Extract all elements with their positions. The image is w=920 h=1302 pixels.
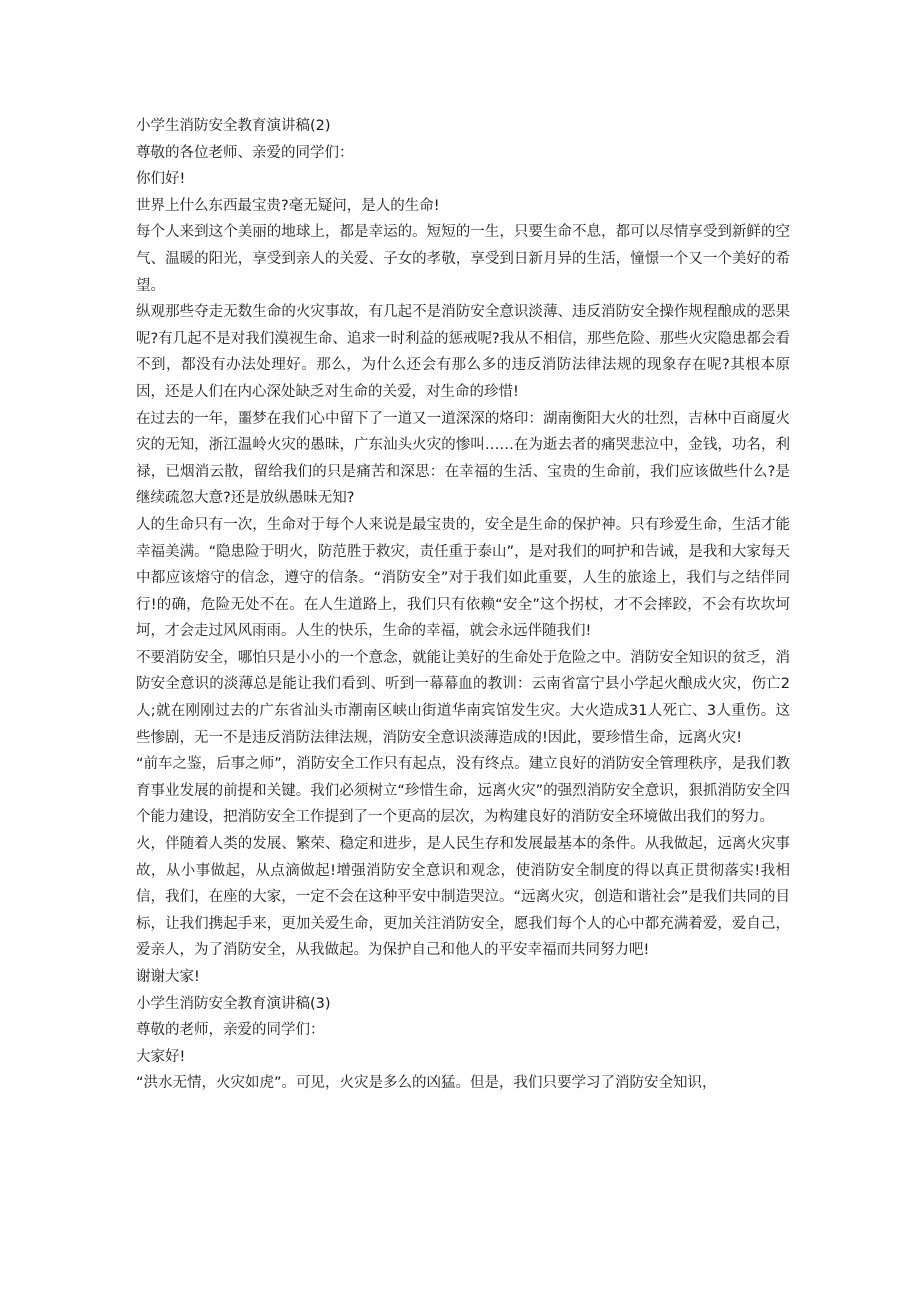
paragraph: 世界上什么东西最宝贵?毫无疑问，是人的生命! <box>136 197 440 214</box>
salutation: 尊敬的老师，亲爱的同学们： <box>136 1022 325 1039</box>
greeting: 大家好! <box>136 1048 186 1065</box>
paragraph: 火，伴随着人类的发展、繁荣、稳定和进步，是人民生存和发展最基本的条件。从我做起，远离火灾事故，从小事做起，从点滴做起!增强消防安全意识和观念，使消防安全制度的得以真正贯彻落实!我相信，我们，在座的大家，一定不会在这种平安中制造哭泣。“远离火灾，创造和谐社会”是我们共同的目标，让我们携起手来，更加关爱生命，更加关注消防安全，愿我们每个人的心中都充满着爱，爱自己，爱亲人，为了消防安全，从我做起。为保护自己和他人的平安幸福而共同努力吧! <box>136 836 790 959</box>
closing: 谢谢大家! <box>136 969 200 985</box>
paragraph: 人的生命只有一次，生命对于每个人来说是最宝贵的，安全是生命的保护神。只有珍爱生命，生活才能幸福美满。“隐患险于明火，防范胜于救灾，责任重于泰山”，是对我们的呵护和告诫，是我和大家每天中都应该熔守的信念，遵守的信条。“消防安全”对于我们如此重要，人生的旅途上，我们与之结伴同行!的确，危险无处不在。在人生道路上，我们只有依赖“安全”这个拐杖，才不会摔跤，不会有坎坎坷坷，才会走过风风雨雨。人生的快乐，生命的幸福，就会永远伴随我们! <box>136 516 790 640</box>
salutation: 尊敬的各位老师、亲爱的同学们： <box>136 144 354 161</box>
heading-speech-3: 小学生消防安全教育演讲稿(3) <box>136 995 331 1012</box>
greeting: 你们好! <box>136 171 186 188</box>
heading-speech-2: 小学生消防安全教育演讲稿(2) <box>136 118 331 134</box>
paragraph: 不要消防安全，哪怕只是小小的一个意念，就能让美好的生命处于危险之中。消防安全知识的贫乏，消防安全意识的淡薄总是能让我们看到、听到一幕幕血的教训：云南省富宁县小学起火酿成火灾，伤亡2人;就在刚刚过去的广东省汕头市潮南区峡山街道华南宾馆发生灾。大火造成31人死亡、3人重伤。这些惨剧，无一不是违反消防法律法规，消防安全意识淡薄造成的!因此，要珍惜生命，远离火灾! <box>136 649 790 746</box>
paragraph: 在过去的一年，噩梦在我们心中留下了一道又一道深深的烙印：湖南衡阳大火的壮烈，吉林中百商厦火灾的无知，浙江温岭火灾的愚昧，广东汕头火灾的惨叫……在为逝去者的痛哭悲泣中，金钱，功名，利禄，已烟消云散，留给我们的只是痛苦和深思：在幸福的生活、宝贵的生命前，我们应该做些什么?是继续疏忽大意?还是放纵愚昧无知? <box>136 410 790 507</box>
document-body <box>136 113 790 1097</box>
paragraph: 每个人来到这个美丽的地球上，都是幸运的。短短的一生，只要生命不息，都可以尽情享受到新鲜的空气、温暖的阳光，享受到亲人的关爱、子女的孝敬，享受到日新月异的生活，憧憬一个又一个美好的希望。 <box>136 224 790 294</box>
paragraph: “前车之鉴，后事之师”，消防安全工作只有起点，没有终点。建立良好的消防安全管理秩序，是我们教育事业发展的前提和关键。我们必须树立“珍惜生命，远离火灾”的强烈消防安全意识，狠抓消防安全四个能力建设，把消防安全工作提到了一个更高的层次，为构建良好的消防安全环境做出我们的努力。 <box>136 756 790 826</box>
paragraph: “洪水无情，火灾如虎”。可见，火灾是多么的凶猛。但是，我们只要学习了消防安全知识， <box>136 1075 717 1092</box>
paragraph: 纵观那些夺走无数生命的火灾事故，有几起不是消防安全意识淡薄、违反消防安全操作规程酿成的恶果呢?有几起不是对我们漠视生命、追求一时利益的惩戒呢?我从不相信，那些危险、那些火灾隐患都会看不到，都没有办法处理好。那么，为什么还会有那么多的违反消防法律法规的现象存在呢?其根本原因，还是人们在内心深处缺乏对生命的关爱，对生命的珍惜! <box>136 304 790 400</box>
